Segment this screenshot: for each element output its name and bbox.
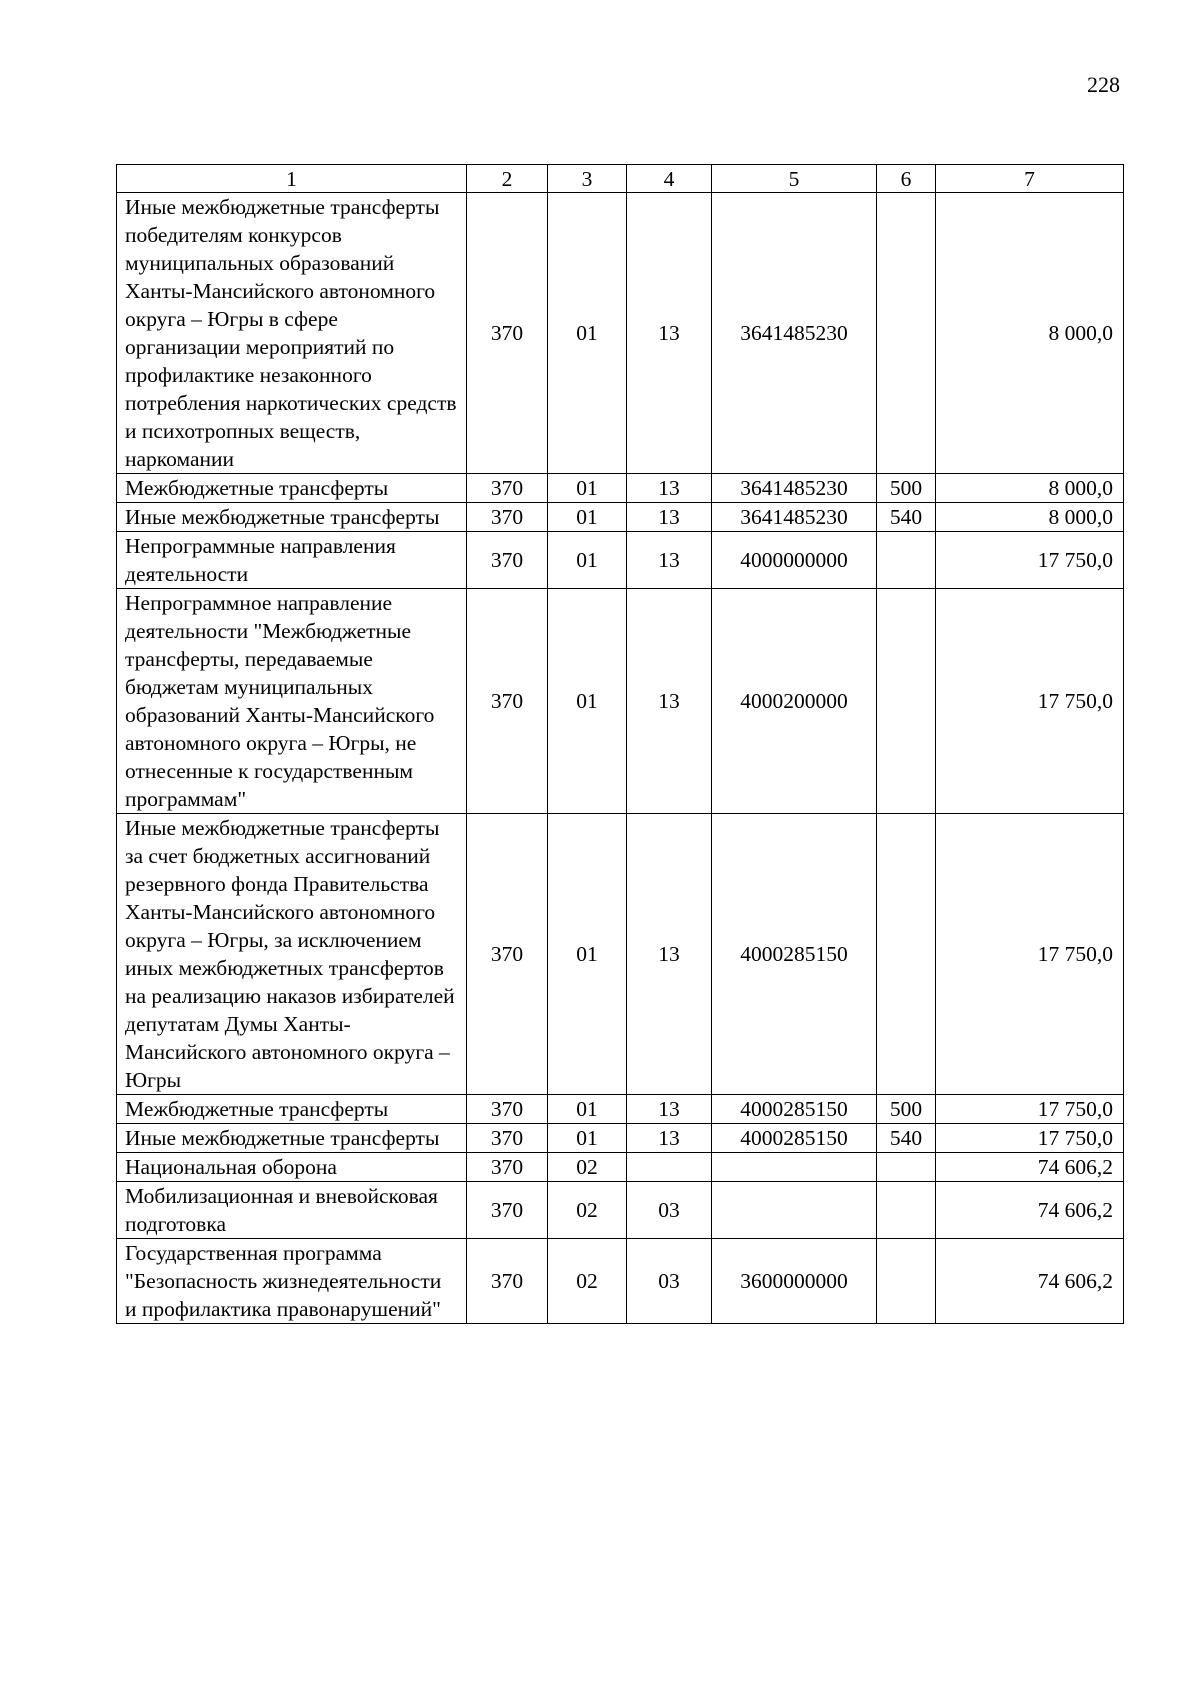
cell-col5: 4000285150 (712, 1124, 877, 1153)
cell-col5: 3641485230 (712, 474, 877, 503)
cell-col6: 540 (877, 1124, 936, 1153)
cell-col2: 370 (467, 1124, 548, 1153)
cell-amount: 17 750,0 (936, 532, 1124, 589)
cell-col5: 4000200000 (712, 589, 877, 814)
cell-col5: 4000285150 (712, 814, 877, 1095)
page-number: 228 (1087, 72, 1120, 97)
cell-col4: 13 (627, 1124, 712, 1153)
cell-amount: 74 606,2 (936, 1153, 1124, 1182)
cell-col4: 13 (627, 1095, 712, 1124)
cell-col5: 3641485230 (712, 193, 877, 474)
table-header-row (117, 165, 1124, 193)
table-row (117, 1095, 1124, 1124)
table-row (117, 532, 1124, 589)
row-name: Мобилизационная и вневойсковая подготовка (117, 1182, 467, 1239)
table-row (117, 589, 1124, 814)
table-row (117, 474, 1124, 503)
table-row (117, 1182, 1124, 1239)
cell-col4: 03 (627, 1182, 712, 1239)
cell-amount: 17 750,0 (936, 1124, 1124, 1153)
cell-amount: 17 750,0 (936, 814, 1124, 1095)
cell-col3: 01 (548, 1124, 627, 1153)
header-cell: 5 (712, 165, 877, 193)
cell-col2: 370 (467, 474, 548, 503)
cell-amount: 8 000,0 (936, 474, 1124, 503)
table-row (117, 1153, 1124, 1182)
cell-col4: 13 (627, 532, 712, 589)
header-cell: 4 (627, 165, 712, 193)
header-cell: 7 (936, 165, 1124, 193)
cell-col2: 370 (467, 503, 548, 532)
cell-col3: 01 (548, 193, 627, 474)
cell-col3: 01 (548, 814, 627, 1095)
cell-col4: 13 (627, 814, 712, 1095)
row-name: Иные межбюджетные трансферты победителям конкурсов муниципальных образований Ханты-Мансийского автономного округа – Югры в сфере организации мероприятий по профилактике незаконного потребления наркотических средств и психотропных веществ, наркомании (117, 193, 467, 474)
cell-col6 (877, 532, 936, 589)
row-name: Государственная программа "Безопасность жизнедеятельности и профилактика правонарушений" (117, 1239, 467, 1324)
row-name: Иные межбюджетные трансферты за счет бюджетных ассигнований резервного фонда Правительства Ханты-Мансийского автономного округа – Югры, за исключением иных межбюджетных трансфертов на реализацию наказов избирателей депутатам Думы Ханты-Мансийского автономного округа – Югры (117, 814, 467, 1095)
header-cell: 2 (467, 165, 548, 193)
cell-col3: 01 (548, 532, 627, 589)
row-name: Непрограммное направление деятельности "Межбюджетные трансферты, передаваемые бюджетам муниципальных образований Ханты-Мансийского автономного округа – Югры, не отнесенные к государственным программам" (117, 589, 467, 814)
header-cell: 1 (117, 165, 467, 193)
cell-col6 (877, 1182, 936, 1239)
row-name: Национальная оборона (117, 1153, 467, 1182)
table-row (117, 814, 1124, 1095)
cell-col4: 13 (627, 589, 712, 814)
cell-col5 (712, 1182, 877, 1239)
cell-amount: 8 000,0 (936, 503, 1124, 532)
cell-col6 (877, 193, 936, 474)
row-name: Межбюджетные трансферты (117, 1095, 467, 1124)
cell-col4: 03 (627, 1239, 712, 1324)
cell-col4: 13 (627, 193, 712, 474)
cell-amount: 8 000,0 (936, 193, 1124, 474)
cell-col2: 370 (467, 532, 548, 589)
row-name: Межбюджетные трансферты (117, 474, 467, 503)
cell-col2: 370 (467, 193, 548, 474)
cell-col6 (877, 1153, 936, 1182)
cell-col3: 02 (548, 1153, 627, 1182)
cell-col5: 3600000000 (712, 1239, 877, 1324)
cell-col3: 01 (548, 1095, 627, 1124)
cell-amount: 17 750,0 (936, 1095, 1124, 1124)
cell-col2: 370 (467, 1095, 548, 1124)
cell-col5: 4000285150 (712, 1095, 877, 1124)
cell-amount: 74 606,2 (936, 1239, 1124, 1324)
row-name: Непрограммные направления деятельности (117, 532, 467, 589)
budget-table (116, 164, 1124, 1324)
cell-col2: 370 (467, 814, 548, 1095)
cell-col2: 370 (467, 1182, 548, 1239)
cell-col6: 540 (877, 503, 936, 532)
cell-col4 (627, 1153, 712, 1182)
cell-col4: 13 (627, 503, 712, 532)
cell-col6 (877, 814, 936, 1095)
cell-col5: 3641485230 (712, 503, 877, 532)
cell-col3: 01 (548, 474, 627, 503)
cell-col6 (877, 1239, 936, 1324)
cell-col3: 01 (548, 503, 627, 532)
cell-col6: 500 (877, 474, 936, 503)
cell-amount: 74 606,2 (936, 1182, 1124, 1239)
cell-amount: 17 750,0 (936, 589, 1124, 814)
cell-col2: 370 (467, 589, 548, 814)
table-row (117, 1124, 1124, 1153)
table-row (117, 1239, 1124, 1324)
cell-col2: 370 (467, 1153, 548, 1182)
cell-col5 (712, 1153, 877, 1182)
header-cell: 6 (877, 165, 936, 193)
table-row (117, 193, 1124, 474)
cell-col3: 02 (548, 1182, 627, 1239)
table-row (117, 503, 1124, 532)
header-cell: 3 (548, 165, 627, 193)
cell-col3: 01 (548, 589, 627, 814)
cell-col4: 13 (627, 474, 712, 503)
row-name: Иные межбюджетные трансферты (117, 1124, 467, 1153)
cell-col6: 500 (877, 1095, 936, 1124)
cell-col6 (877, 589, 936, 814)
cell-col3: 02 (548, 1239, 627, 1324)
cell-col5: 4000000000 (712, 532, 877, 589)
cell-col2: 370 (467, 1239, 548, 1324)
row-name: Иные межбюджетные трансферты (117, 503, 467, 532)
